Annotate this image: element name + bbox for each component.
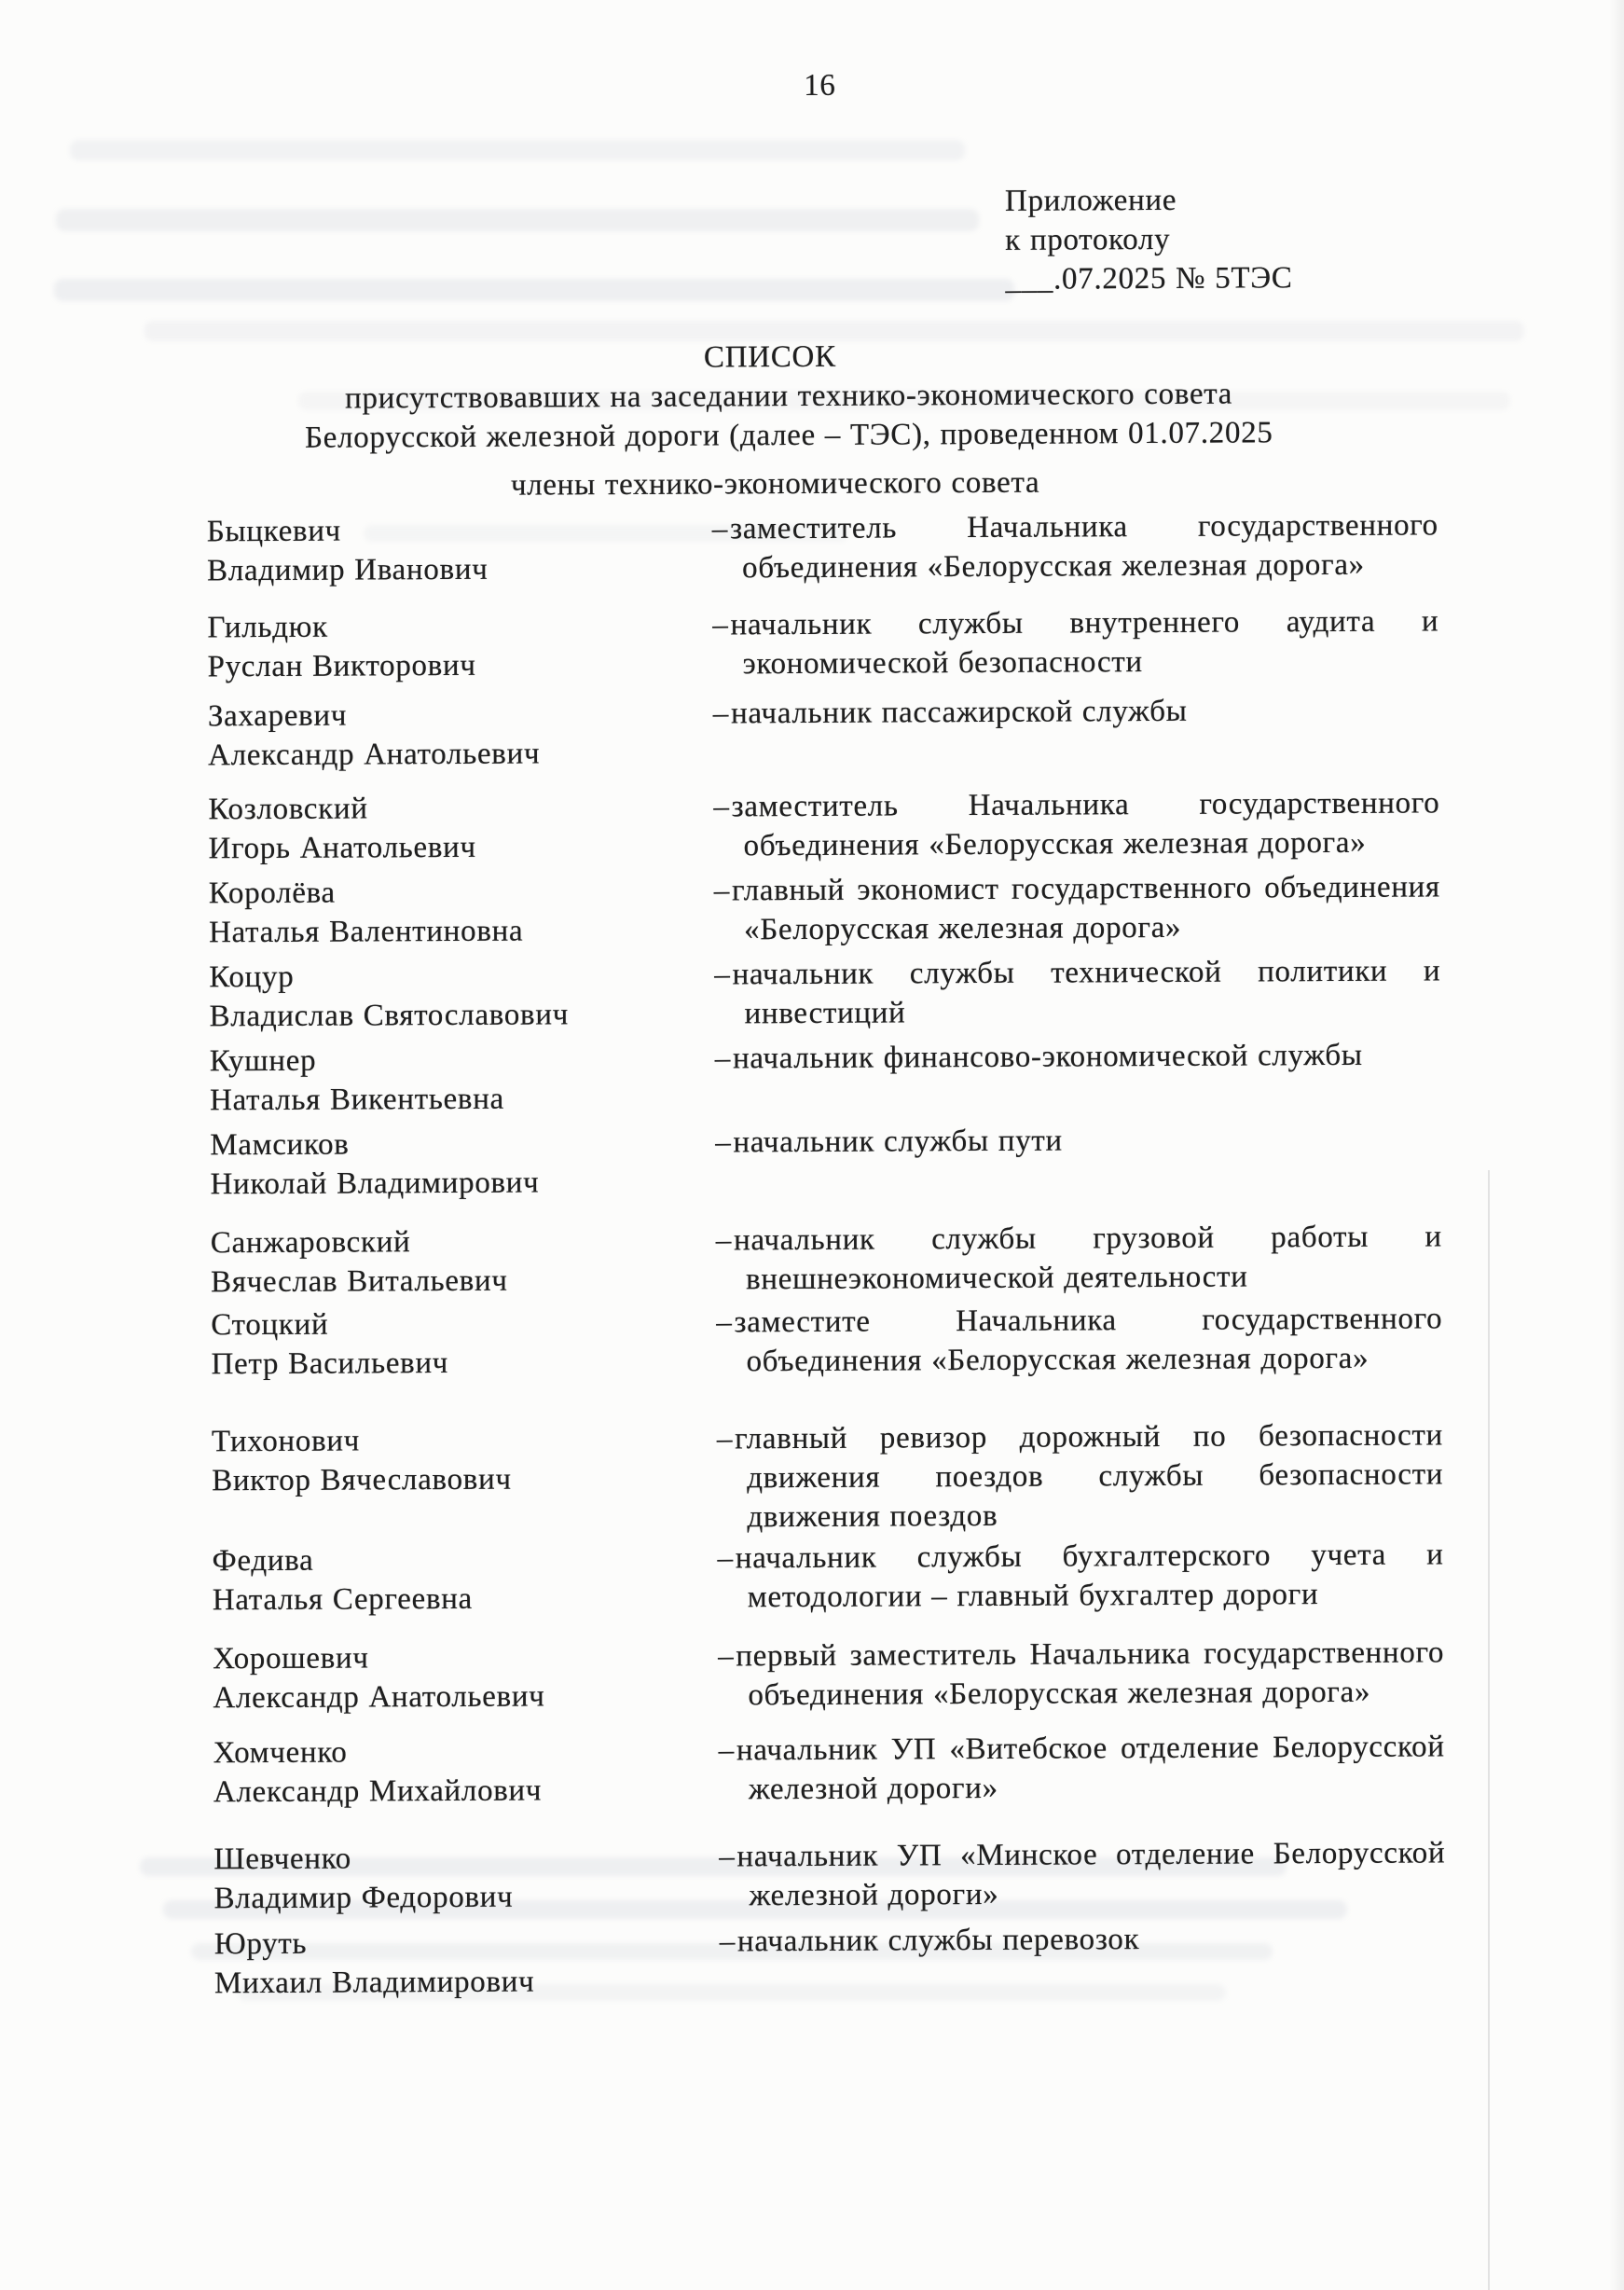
position-dash: – xyxy=(711,512,729,546)
subtitle-line: присутствовавших на заседании технико-экономического совета xyxy=(344,377,1233,416)
member-position xyxy=(714,951,1440,1033)
member-name xyxy=(208,694,713,775)
annex-line: Приложение xyxy=(1004,183,1177,218)
members-list xyxy=(207,505,1501,2003)
member-given-names: Петр Васильевич xyxy=(211,1345,449,1382)
member-surname: Захаревич xyxy=(207,698,348,734)
position-dash: – xyxy=(716,1422,734,1456)
member-surname: Королёва xyxy=(208,876,336,911)
member-name xyxy=(209,955,714,1036)
member-surname: Хомченко xyxy=(213,1735,348,1771)
member-name xyxy=(208,787,713,868)
position-dash: – xyxy=(715,1125,732,1160)
position-text: начальник службы перевозок xyxy=(736,1923,1140,1959)
member-surname: Санжаровский xyxy=(210,1225,411,1261)
member-given-names: Наталья Викентьевна xyxy=(209,1082,504,1118)
member-name xyxy=(211,1221,716,1302)
member-position xyxy=(718,1633,1444,1715)
position-text: начальник УП «Витебское отделение Белорусской железной дороги» xyxy=(736,1730,1445,1807)
position-dash: – xyxy=(716,1305,733,1340)
member-surname: Шевченко xyxy=(213,1842,352,1877)
member-name xyxy=(213,1538,718,1620)
position-text: начальник службы технической политики и инвестиций xyxy=(732,954,1441,1031)
member-position xyxy=(713,690,1439,733)
position-text: начальник службы внутреннего аудита и экономической безопасности xyxy=(730,604,1439,682)
position-text: начальник финансово-экономической службы xyxy=(732,1038,1363,1076)
member-given-names: Наталья Сергеевна xyxy=(212,1581,474,1618)
member-position xyxy=(715,1035,1441,1078)
member-name xyxy=(214,1922,720,2003)
position-text: главный экономист государственного объединения «Белорусская железная дорога» xyxy=(731,870,1440,947)
member-name xyxy=(210,1123,715,1204)
position-dash: – xyxy=(714,1042,732,1076)
member-row xyxy=(207,505,1493,590)
position-text: заместитель Начальника государственного объединения «Белорусская железная дорога» xyxy=(729,508,1438,586)
position-dash: – xyxy=(714,958,731,992)
section-heading: члены технико-экономического совета xyxy=(510,465,1040,503)
member-position xyxy=(714,867,1440,949)
position-dash: – xyxy=(718,1639,735,1674)
page-number: 16 xyxy=(804,68,836,103)
position-dash: – xyxy=(719,1924,736,1959)
member-row xyxy=(210,1119,1496,1204)
member-name xyxy=(213,1837,719,1918)
member-name xyxy=(213,1636,718,1718)
member-surname: Мамсиков xyxy=(210,1127,350,1163)
member-row xyxy=(209,867,1495,952)
member-row xyxy=(211,1299,1497,1384)
member-row xyxy=(213,1833,1500,1918)
member-given-names: Николай Владимирович xyxy=(210,1166,540,1202)
member-surname: Гильдюк xyxy=(207,610,328,645)
position-dash: – xyxy=(712,697,730,731)
member-row xyxy=(209,951,1495,1036)
member-position xyxy=(716,1217,1442,1299)
position-text: заместите Начальника государственного объединения «Белорусская железная дорога» xyxy=(734,1302,1443,1379)
document-subtitle xyxy=(206,374,1371,459)
member-given-names: Игорь Анатольевич xyxy=(208,830,476,866)
member-position xyxy=(712,505,1438,587)
member-position xyxy=(717,1415,1444,1537)
member-given-names: Александр Анатольевич xyxy=(208,737,541,773)
member-position xyxy=(712,601,1438,683)
annex-protocol-number: ___.07.2025 № 5ТЭС xyxy=(1005,261,1293,297)
member-row xyxy=(208,690,1494,775)
annex-block xyxy=(1005,179,1493,299)
position-dash: – xyxy=(719,1840,736,1874)
member-given-names: Владислав Святославович xyxy=(209,998,570,1034)
member-name xyxy=(212,1419,717,1500)
member-position xyxy=(719,1727,1445,1809)
position-dash: – xyxy=(713,874,731,908)
member-given-names: Наталья Валентиновна xyxy=(209,914,524,950)
member-row xyxy=(208,783,1494,868)
member-surname: Быцкевич xyxy=(206,514,342,549)
position-dash: – xyxy=(712,608,729,642)
position-text: заместитель Начальника государственного объединения «Белорусская железная дорога» xyxy=(731,786,1440,863)
position-text: первый заместитель Начальника государственного объединения «Белорусская железная дорога» xyxy=(736,1635,1445,1713)
member-row xyxy=(213,1535,1499,1620)
member-surname: Тихонович xyxy=(211,1424,361,1459)
position-dash: – xyxy=(717,1541,734,1576)
member-surname: Стоцкий xyxy=(211,1307,329,1343)
position-dash: – xyxy=(715,1223,733,1258)
member-name xyxy=(210,1039,715,1120)
position-dash: – xyxy=(718,1733,736,1768)
member-position xyxy=(718,1535,1444,1617)
member-name xyxy=(207,605,712,686)
position-text: начальник службы бухгалтерского учета и методологии – главный бухгалтер дороги xyxy=(735,1538,1444,1615)
member-surname: Хорошевич xyxy=(213,1641,369,1676)
subtitle-line: Белорусской железной дороги (далее – ТЭС), проведенном 01.07.2025 xyxy=(304,416,1273,455)
member-row xyxy=(212,1415,1499,1539)
document-title: СПИСОК xyxy=(703,339,836,375)
member-name xyxy=(207,509,712,590)
member-row xyxy=(213,1633,1499,1718)
member-given-names: Владимир Иванович xyxy=(206,552,489,588)
member-row xyxy=(214,1918,1501,2003)
member-position xyxy=(713,783,1439,865)
position-text: начальник службы грузовой работы и внешнеэкономической деятельности xyxy=(733,1220,1442,1297)
annex-line: к протоколу xyxy=(1005,222,1171,257)
member-name xyxy=(209,871,714,952)
member-given-names: Виктор Вячеславович xyxy=(212,1462,512,1498)
member-surname: Кушнер xyxy=(209,1043,317,1079)
member-surname: Козловский xyxy=(208,792,368,827)
member-name xyxy=(211,1303,716,1384)
position-text: начальник УП «Минское отделение Белорусской железной дороги» xyxy=(736,1836,1446,1913)
member-row xyxy=(213,1727,1500,1812)
position-text: начальник пассажирской службы xyxy=(730,694,1188,731)
member-surname: Юруть xyxy=(213,1926,308,1962)
member-row xyxy=(207,601,1493,686)
position-text: начальник службы пути xyxy=(733,1124,1063,1160)
member-given-names: Руслан Викторович xyxy=(207,648,476,684)
position-dash: – xyxy=(713,790,730,824)
member-given-names: Владимир Федорович xyxy=(213,1880,514,1916)
member-given-names: Вячеслав Витальевич xyxy=(210,1263,508,1300)
member-given-names: Михаил Владимирович xyxy=(213,1965,535,2001)
member-position xyxy=(719,1833,1445,1915)
member-name xyxy=(213,1731,719,1812)
member-position xyxy=(720,1918,1446,1961)
member-position xyxy=(715,1119,1441,1162)
member-position xyxy=(716,1299,1442,1381)
member-given-names: Александр Михайлович xyxy=(213,1773,543,1810)
member-surname: Коцур xyxy=(209,959,295,995)
member-row xyxy=(210,1035,1496,1120)
member-given-names: Александр Анатольевич xyxy=(213,1679,545,1716)
member-surname: Федива xyxy=(212,1543,314,1579)
position-text: главный ревизор дорожный по безопасности движения поездов службы безопасности движения поездов xyxy=(735,1418,1444,1535)
member-row xyxy=(211,1217,1497,1302)
